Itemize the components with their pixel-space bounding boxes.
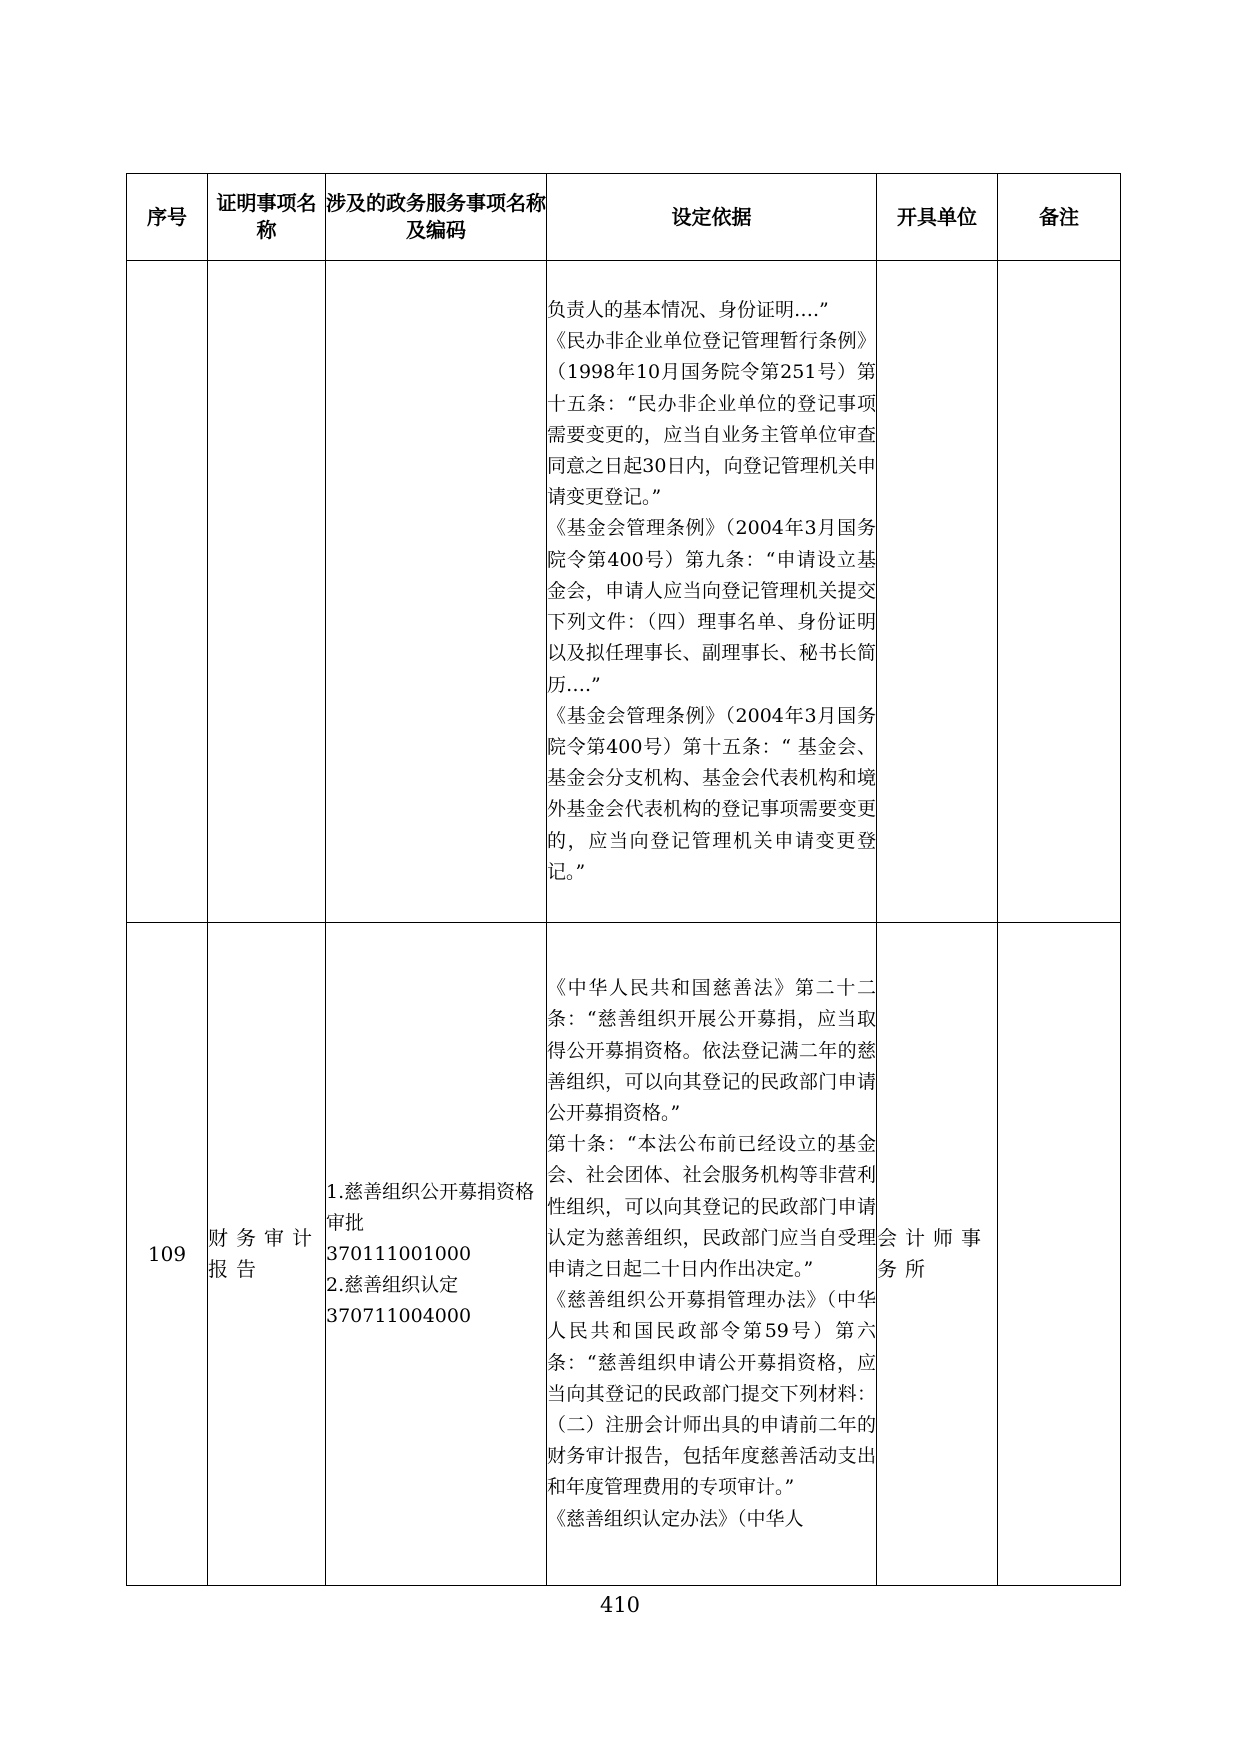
cell-seq: 109: [127, 923, 208, 1586]
cell-cert-name: 财务审计报告: [208, 923, 326, 1586]
basis-paragraph: 《基金会管理条例》（2004年3月国务院令第400号）第九条：“申请设立基金会，申请人应当向登记管理机关提交下列文件：（四）理事名单、身份证明以及拟任理事长、副理事长、秘书长简历….”: [547, 517, 876, 696]
header-cert-name: 证明事项名称: [208, 174, 326, 261]
header-basis: 设定依据: [547, 174, 877, 261]
basis-paragraph: 《慈善组织认定办法》（中华人: [547, 1507, 804, 1530]
service-item: 1.慈善组织公开募捐资格审批: [326, 1180, 535, 1234]
header-services: 涉及的政务服务事项名称及编码: [326, 174, 547, 261]
service-item: 2.慈善组织认定: [326, 1273, 459, 1296]
cell-seq: [127, 261, 208, 923]
cell-cert-name: [208, 261, 326, 923]
certification-table: [126, 173, 1121, 1586]
basis-paragraph: 《民办非企业单位登记管理暂行条例》（1998年10月国务院令第251号）第十五条：“民办非企业单位的登记事项需要变更的，应当自业务主管单位审查同意之日起30日内，向登记管理机关申请变更登记。”: [547, 330, 876, 509]
cell-services: [326, 261, 547, 923]
header-seq: 序号: [127, 174, 208, 261]
cell-remarks: [998, 923, 1121, 1586]
cell-basis: [547, 261, 877, 923]
page-number: 410: [599, 1593, 641, 1617]
basis-paragraph: 负责人的基本情况、身份证明….”: [547, 299, 829, 322]
basis-paragraph: 第十条：“本法公布前已经设立的基金会、社会团体、社会服务机构等非营利性组织，可以向其登记的民政部门申请认定为慈善组织，民政部门应当自受理申请之日起二十日内作出决定。”: [547, 1133, 876, 1280]
table-row: [127, 261, 1121, 923]
cell-remarks: [998, 261, 1121, 923]
basis-paragraph: 《基金会管理条例》（2004年3月国务院令第400号）第十五条：“ 基金会、基金会分支机构、基金会代表机构和境外基金会代表机构的登记事项需要变更的，应当向登记管理机关申请变更登记。”: [547, 704, 876, 883]
cell-services: [326, 923, 547, 1586]
header-issuer: 开具单位: [877, 174, 998, 261]
basis-paragraph: 《慈善组织公开募捐管理办法》（中华人民共和国民政部令第59号）第六条：“慈善组织申请公开募捐资格，应当向其登记的民政部门提交下列材料：（二）注册会计师出具的申请前二年的财务审计报告，包括年度慈善活动支出和年度管理费用的专项审计。”: [547, 1289, 876, 1499]
header-remarks: 备注: [998, 174, 1121, 261]
table-row: [127, 923, 1121, 1586]
cell-issuer: 会计师事务所: [877, 923, 998, 1586]
service-code: 370711004000: [326, 1304, 472, 1327]
cell-issuer: [877, 261, 998, 923]
basis-paragraph: 《中华人民共和国慈善法》第二十二条：“慈善组织开展公开募捐，应当取得公开募捐资格。依法登记满二年的慈善组织，可以向其登记的民政部门申请公开募捐资格。”: [547, 977, 876, 1124]
table-header-row: [127, 174, 1121, 261]
service-code: 370111001000: [326, 1242, 472, 1265]
cell-basis: [547, 923, 877, 1586]
